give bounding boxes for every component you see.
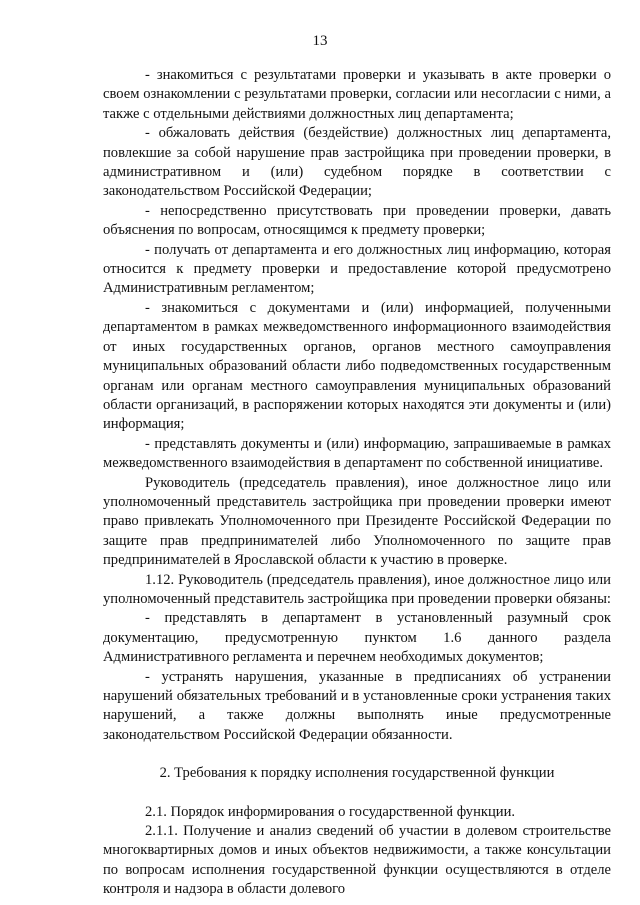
paragraph-right-receive-info: - получать от департамента и его должностных лиц информацию, которая относится к предмету проверки и предоставление которой предусмотрено Административным регламентом; xyxy=(103,241,611,297)
page-number: 13 xyxy=(312,33,328,49)
paragraph-right-submit-documents: - представлять документы и (или) информацию, запрашиваемые в рамках межведомственного взаимодействия в департамент по собственной инициативе. xyxy=(103,435,611,472)
section-heading: 2. Требования к порядку исполнения государственной функции xyxy=(159,765,555,782)
paragraph-1-12-obligations: 1.12. Руководитель (председатель правления), иное должностное лицо или уполномоченный представитель застройщика при проведении проверки обязаны: xyxy=(103,571,611,607)
paragraph-obligation-submit: - представлять в департамент в установленный разумный срок документацию, предусмотренную пунктом 1.6 данного раздела Административного регламента и перечнем необходимых документов; xyxy=(103,610,611,666)
paragraph-right-attend: - непосредственно присутствовать при проведении проверки, давать объяснения по вопросам, относящимся к предмету проверки; xyxy=(103,202,611,239)
paragraph-right-appeal: - обжаловать действия (бездействие) должностных лиц департамента, повлекшие за собой нарушение прав застройщика при проведении проверки, в административном и (или) судебном порядке в соответствии с законодательством Российской Федерации; xyxy=(103,125,611,200)
paragraph-obligation-eliminate: - устранять нарушения, указанные в предписаниях об устранении нарушений обязательных требований и в установленные сроки устранения таких нарушений, а также должны выполнять иные предусмотренные законодательством Российской Федерации обязанности. xyxy=(103,668,611,743)
paragraph-2-1-1: 2.1.1. Получение и анализ сведений об участии в долевом строительстве многоквартирных домов и иных объектов недвижимости, а также консультации по вопросам исполнения государственной функции осуществляются в отделе контроля и надзора в области долевого xyxy=(103,823,611,898)
paragraph-2-1: 2.1. Порядок информирования о государственной функции. xyxy=(145,803,516,820)
document-body xyxy=(103,66,611,900)
paragraph-ombudsman: Руководитель (председатель правления), иное должностное лицо или уполномоченный представитель застройщика при проведении проверки имеют право привлекать Уполномоченного при Президенте Российской Федерации по защите прав предпринимателей либо Уполномоченного по защите прав предпринимателей в Ярославской области к участию в проверке. xyxy=(103,474,611,569)
paragraph-right-acquaint-results: - знакомиться с результатами проверки и указывать в акте проверки о своем ознакомлении с результатами проверки, согласии или несогласии с ними, а также с отдельными действиями должностных лиц департамента; xyxy=(103,67,611,122)
paragraph-right-acquaint-documents: - знакомиться с документами и (или) информацией, полученными департаментом в рамках межведомственного информационного взаимодействия от иных государственных органов, органов местного самоуправления муниципальных образований области либо подведомственных государственным органам или органам местного самоуправления муниципальных образований области организаций, в распоряжении которых находятся эти документы и (или) информация; xyxy=(103,299,611,433)
